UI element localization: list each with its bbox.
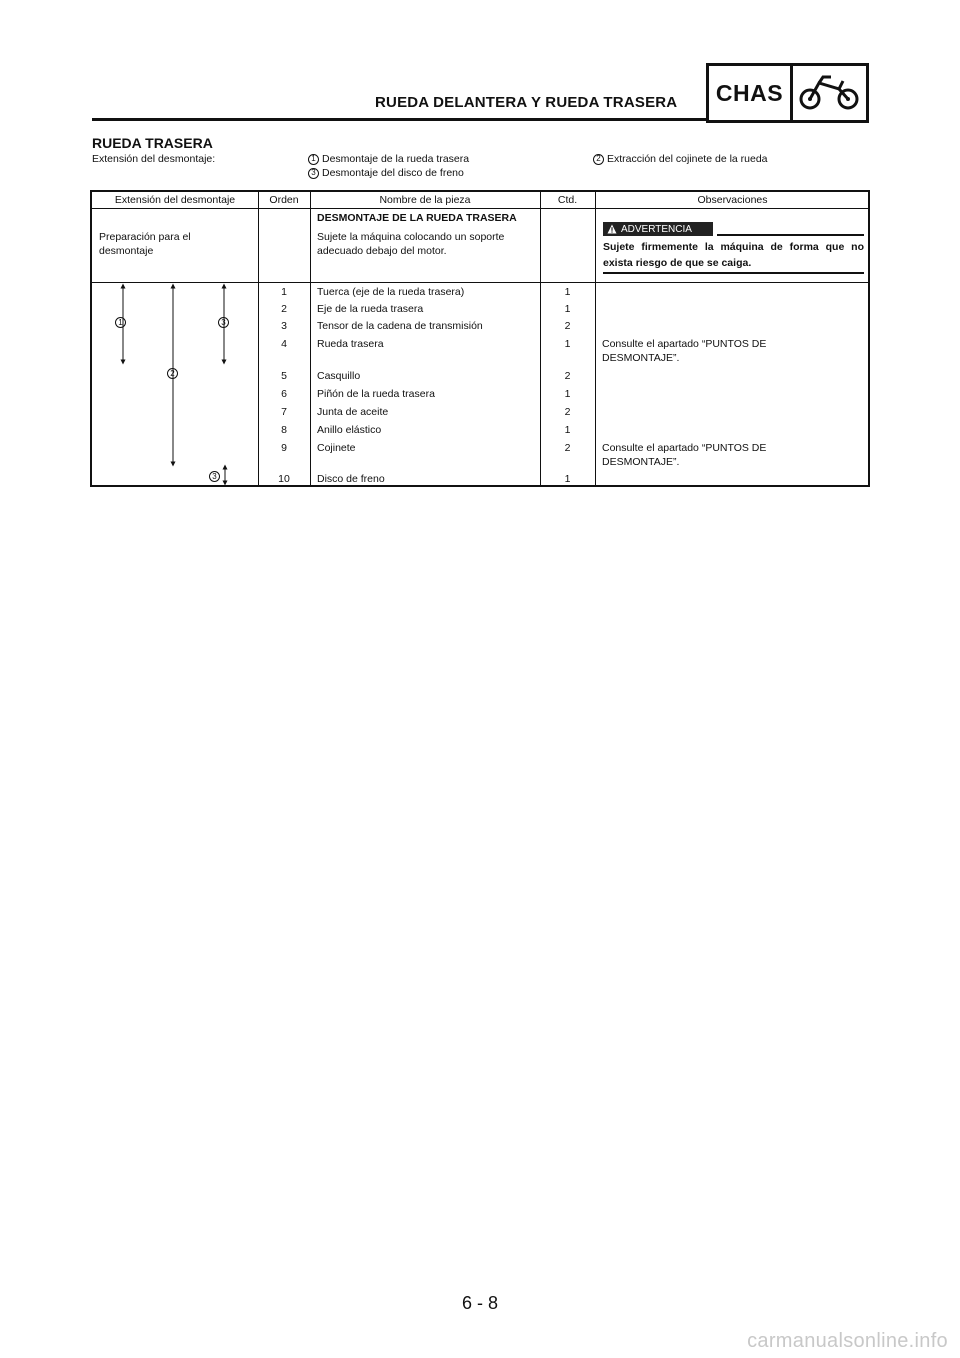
row-order: 2 xyxy=(281,303,287,315)
circled-number: 2 xyxy=(593,154,604,165)
scope-marker: 3 xyxy=(218,317,229,328)
row-order: 7 xyxy=(281,406,287,418)
prep-scope: Preparación para el desmontaje xyxy=(99,231,191,257)
row-order: 9 xyxy=(281,442,287,454)
row-qty: 2 xyxy=(564,320,571,332)
row-qty: 1 xyxy=(564,303,571,315)
warning-triangle-icon xyxy=(607,224,617,234)
scope-arrows-diagram xyxy=(92,282,258,487)
warning-rule xyxy=(603,272,864,274)
watermark: carmanualsonline.info xyxy=(747,1330,948,1352)
scope-item-1 xyxy=(308,153,469,165)
column-divider xyxy=(310,192,311,485)
row-order: 1 xyxy=(281,286,287,298)
row-qty: 1 xyxy=(564,286,571,298)
row-remarks: Consulte el apartado “PUNTOS DE DESMONTAJE”. xyxy=(602,442,767,468)
row-part-name: Disco de freno xyxy=(317,473,385,485)
row-qty: 1 xyxy=(564,473,571,485)
header-qty: Ctd. xyxy=(557,194,578,206)
row-part-name: Tuerca (eje de la rueda trasera) xyxy=(317,286,465,298)
row-order: 6 xyxy=(281,388,287,400)
row-order: 4 xyxy=(281,338,287,350)
header-order: Orden xyxy=(269,194,299,206)
scope-marker: 1 xyxy=(115,317,126,328)
row-part-name: Cojinete xyxy=(317,442,356,454)
column-divider xyxy=(595,192,596,485)
header-part-name: Nombre de la pieza xyxy=(379,194,471,206)
row-qty: 1 xyxy=(564,424,571,436)
row-qty: 2 xyxy=(564,406,571,418)
row-order: 8 xyxy=(281,424,287,436)
row-remarks: Consulte el apartado “PUNTOS DE DESMONTAJE”. xyxy=(602,338,767,364)
row-part-name: Casquillo xyxy=(317,370,361,382)
motorcycle-icon xyxy=(793,66,866,120)
prep-heading: DESMONTAJE DE LA RUEDA TRASERA xyxy=(317,212,517,224)
row-divider xyxy=(92,208,868,209)
section-title: RUEDA TRASERA xyxy=(92,135,213,151)
scope-item-text: Extracción del cojinete de la rueda xyxy=(607,153,768,165)
row-order: 10 xyxy=(278,473,290,485)
row-part-name: Junta de aceite xyxy=(317,406,389,418)
row-part-name: Anillo elástico xyxy=(317,424,382,436)
page-header-title: RUEDA DELANTERA Y RUEDA TRASERA xyxy=(375,94,678,111)
row-qty: 2 xyxy=(564,370,571,382)
section-badge xyxy=(706,63,869,123)
warning-text: Sujete firmemente la máquina de forma que no exista riesgo de que se caiga. xyxy=(603,241,864,269)
scope-item-2 xyxy=(593,153,768,165)
row-qty: 1 xyxy=(564,388,571,400)
row-part-name: Piñón de la rueda trasera xyxy=(317,388,435,400)
page-number: 6 - 8 xyxy=(461,1293,499,1313)
header-rule xyxy=(92,118,706,121)
warning-label: ADVERTENCIA xyxy=(621,223,692,235)
header-scope: Extensión del desmontaje xyxy=(114,194,236,206)
section-code: CHAS xyxy=(709,66,793,120)
scope-item-3 xyxy=(308,167,464,179)
circled-number: 1 xyxy=(308,154,319,165)
scope-marker: 2 xyxy=(167,368,178,379)
prep-text: Sujete la máquina colocando un soporte adecuado debajo del motor. xyxy=(317,231,505,257)
warning-badge xyxy=(603,222,713,236)
scope-label: Extensión del desmontaje: xyxy=(92,153,216,165)
row-qty: 1 xyxy=(564,338,571,350)
scope-marker: 3 xyxy=(209,471,220,482)
disassembly-table xyxy=(90,190,870,487)
row-qty: 2 xyxy=(564,442,571,454)
row-part-name: Eje de la rueda trasera xyxy=(317,303,424,315)
circled-number: 3 xyxy=(308,168,319,179)
row-part-name: Rueda trasera xyxy=(317,338,384,350)
warning-rule xyxy=(717,234,864,236)
row-part-name: Tensor de la cadena de transmisión xyxy=(317,320,483,332)
scope-item-text: Desmontaje del disco de freno xyxy=(322,167,464,179)
row-order: 5 xyxy=(281,370,287,382)
scope-item-text: Desmontaje de la rueda trasera xyxy=(322,153,470,165)
header-remarks: Observaciones xyxy=(697,194,768,206)
row-order: 3 xyxy=(281,320,287,332)
